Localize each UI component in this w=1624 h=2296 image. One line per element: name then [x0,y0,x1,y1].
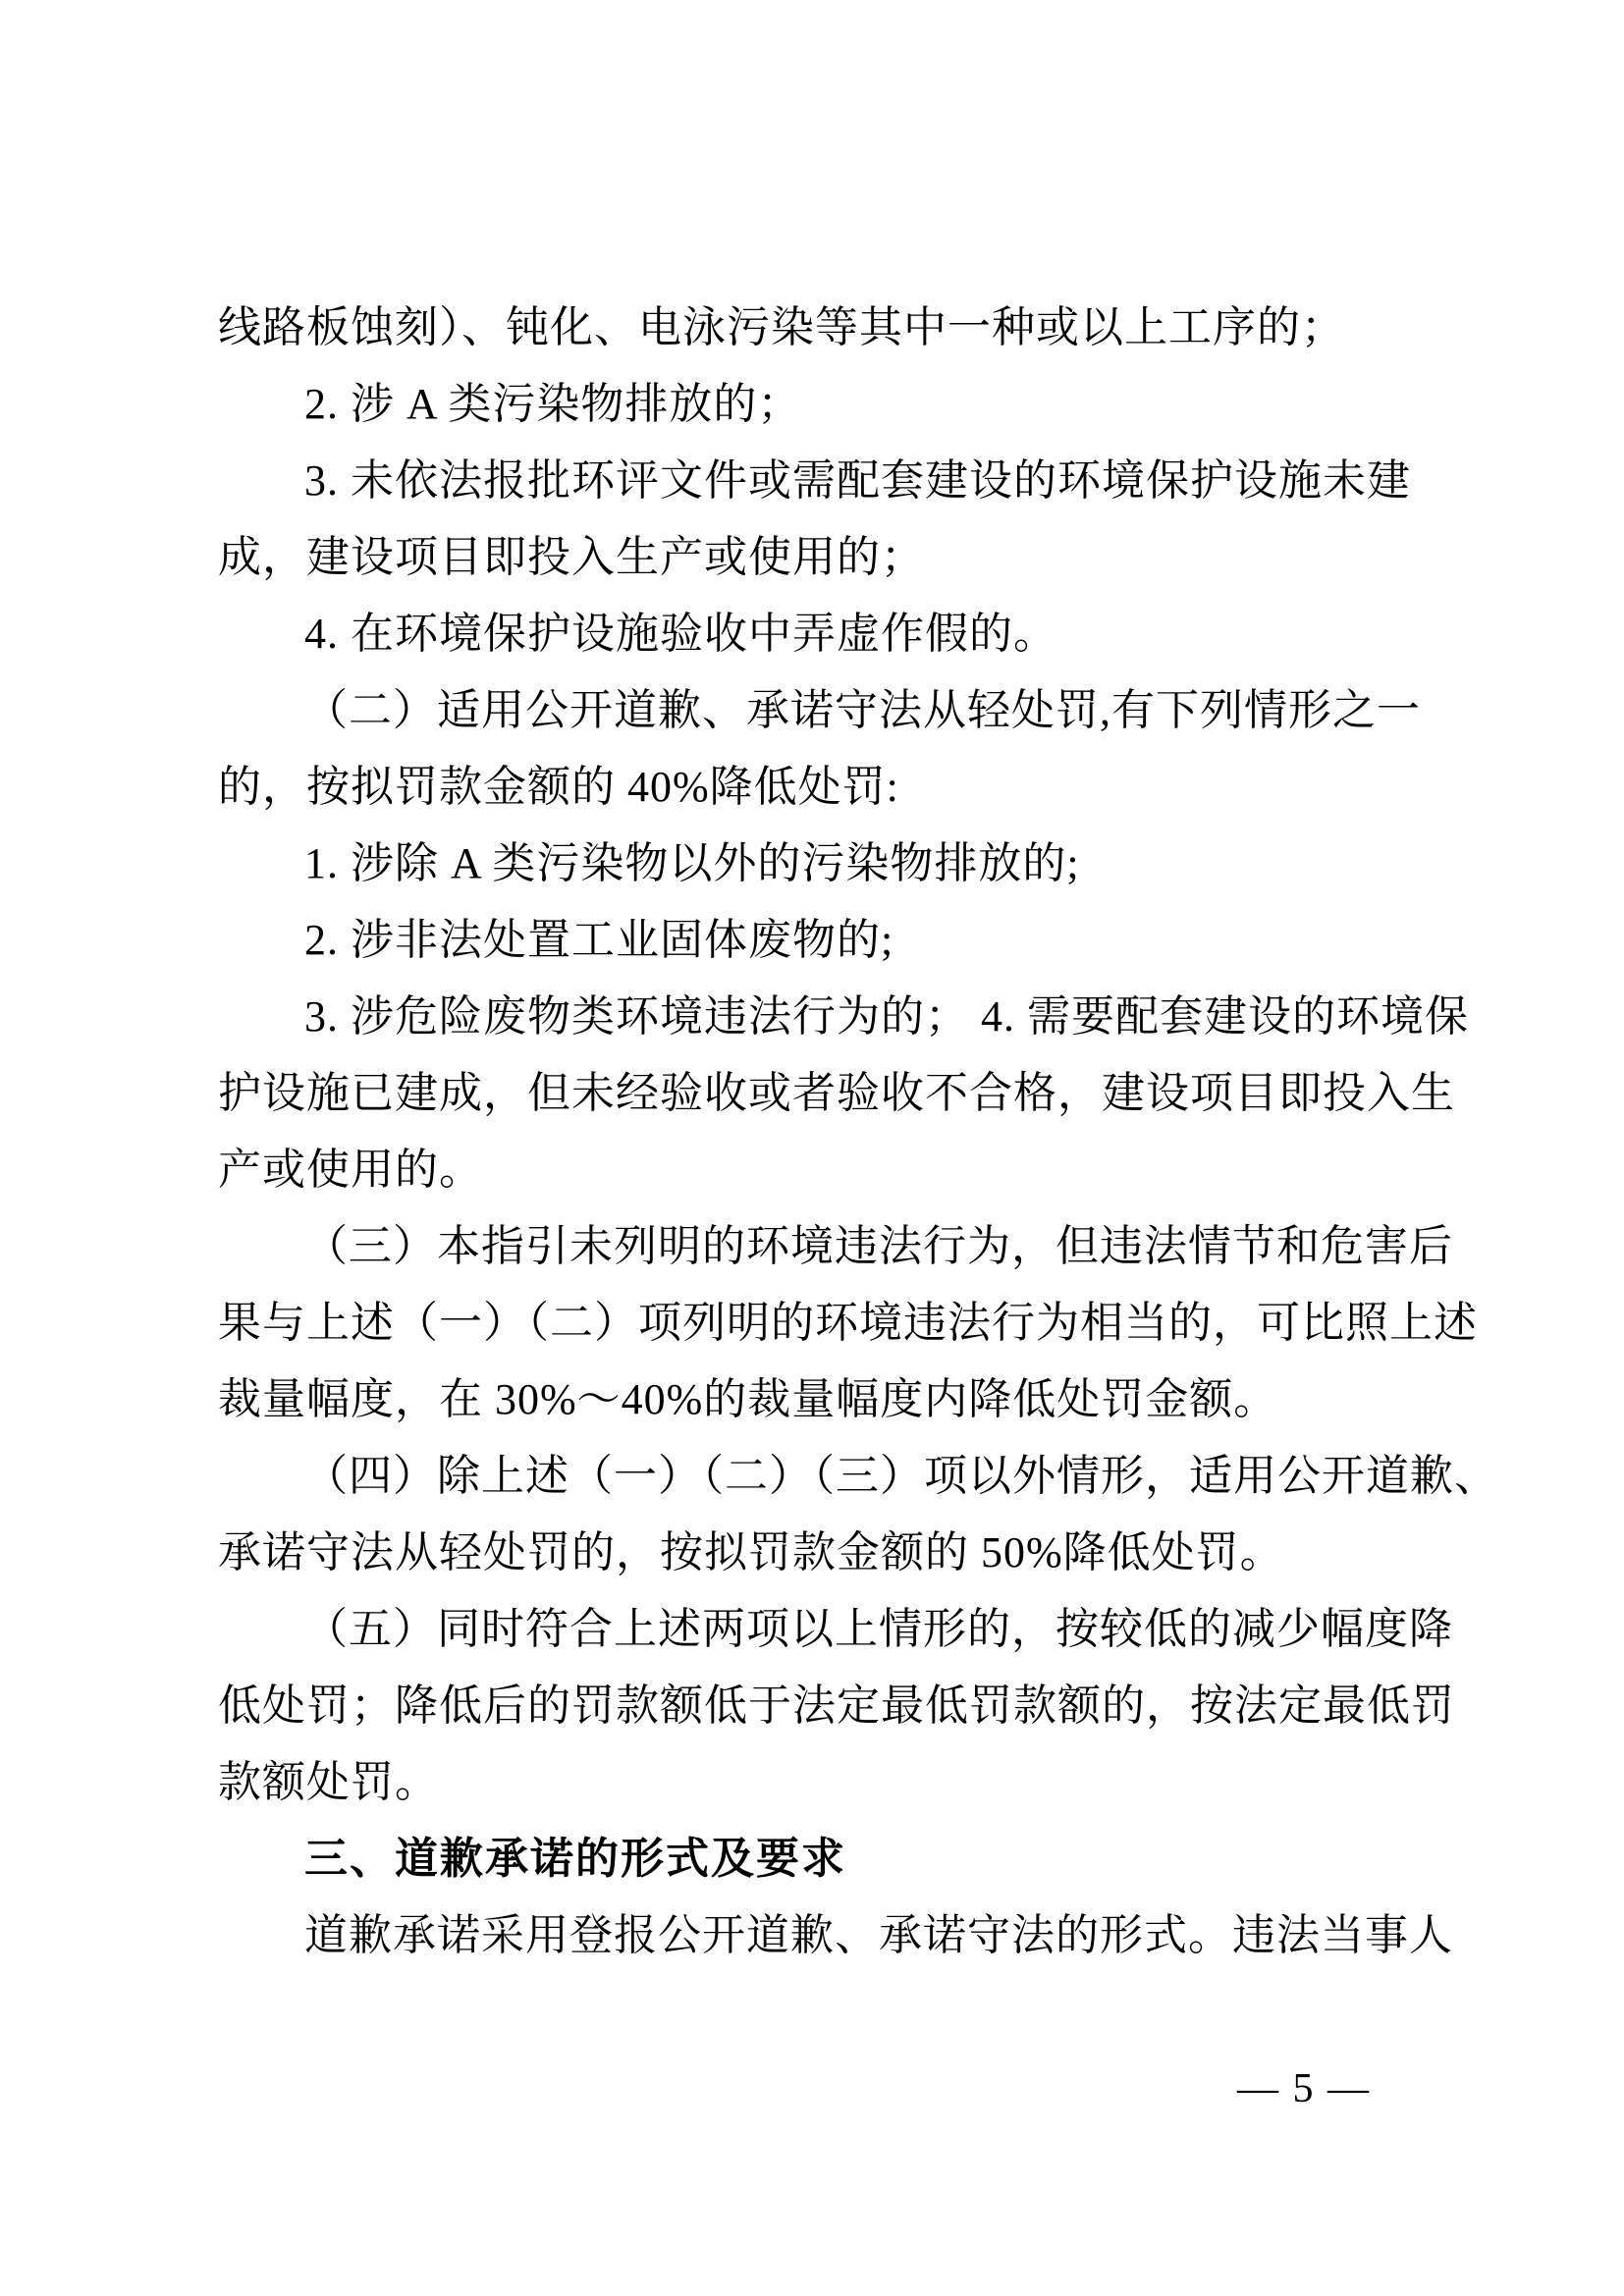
text-line: 线路板蚀刻）、钝化、电泳污染等其中一种或以上工序的； [218,303,1345,351]
text-line: （四）除上述（一）（二）（三）项以外情形，适用公开道歉、 [304,1452,1498,1500]
text-line: 成，建设项目即投入生产或使用的； [218,533,925,581]
text-line: 道歉承诺采用登报公开道歉、承诺守法的形式。违法当事人 [304,1911,1453,1959]
document-body [218,290,1498,1974]
text-line: 承诺守法从轻处罚的，按拟罚款金额的 50%降低处罚。 [218,1528,1284,1576]
text-line: 低处罚；降低后的罚款额低于法定最低罚款额的，按法定最低罚 [218,1682,1455,1730]
text-line: 产或使用的。 [218,1146,483,1194]
text-line: 1. 涉除 A 类污染物以外的污染物排放的; [304,839,1080,887]
text-line: 3. 未依法报批环评文件或需配套建设的环境保护设施未建 [304,456,1411,505]
section-heading: 三、道歉承诺的形式及要求 [304,1835,846,1883]
text-line: 款额处罚。 [218,1758,439,1806]
text-line: （二）适用公开道歉、承诺守法从轻处罚,有下列情形之一 [304,686,1421,734]
text-line: 果与上述（一）（二）项列明的环境违法行为相当的，可比照上述 [218,1299,1478,1347]
text-line: 4. 在环境保护设施验收中弄虚作假的。 [304,610,1057,658]
text-line: （五）同时符合上述两项以上情形的，按较低的减少幅度降 [304,1605,1453,1653]
text-line: 2. 涉 A 类污染物排放的； [304,380,802,428]
text-line: 裁量幅度，在 30%～40%的裁量幅度内降低处罚金额。 [218,1375,1278,1423]
text-line: （三）本指引未列明的环境违法行为，但违法情节和危害后 [304,1222,1453,1270]
text-line: 3. 涉危险废物类环境违法行为的； 4. 需要配套建设的环境保 [304,992,1469,1041]
text-line: 的，按拟罚款金额的 40%降低处罚: [218,763,899,811]
text-line: 护设施已建成，但未经验收或者验收不合格，建设项目即投入生 [218,1069,1455,1117]
text-line: 2. 涉非法处置工业固体废物的; [304,916,894,964]
page-number: — 5 — [1237,2066,1371,2111]
